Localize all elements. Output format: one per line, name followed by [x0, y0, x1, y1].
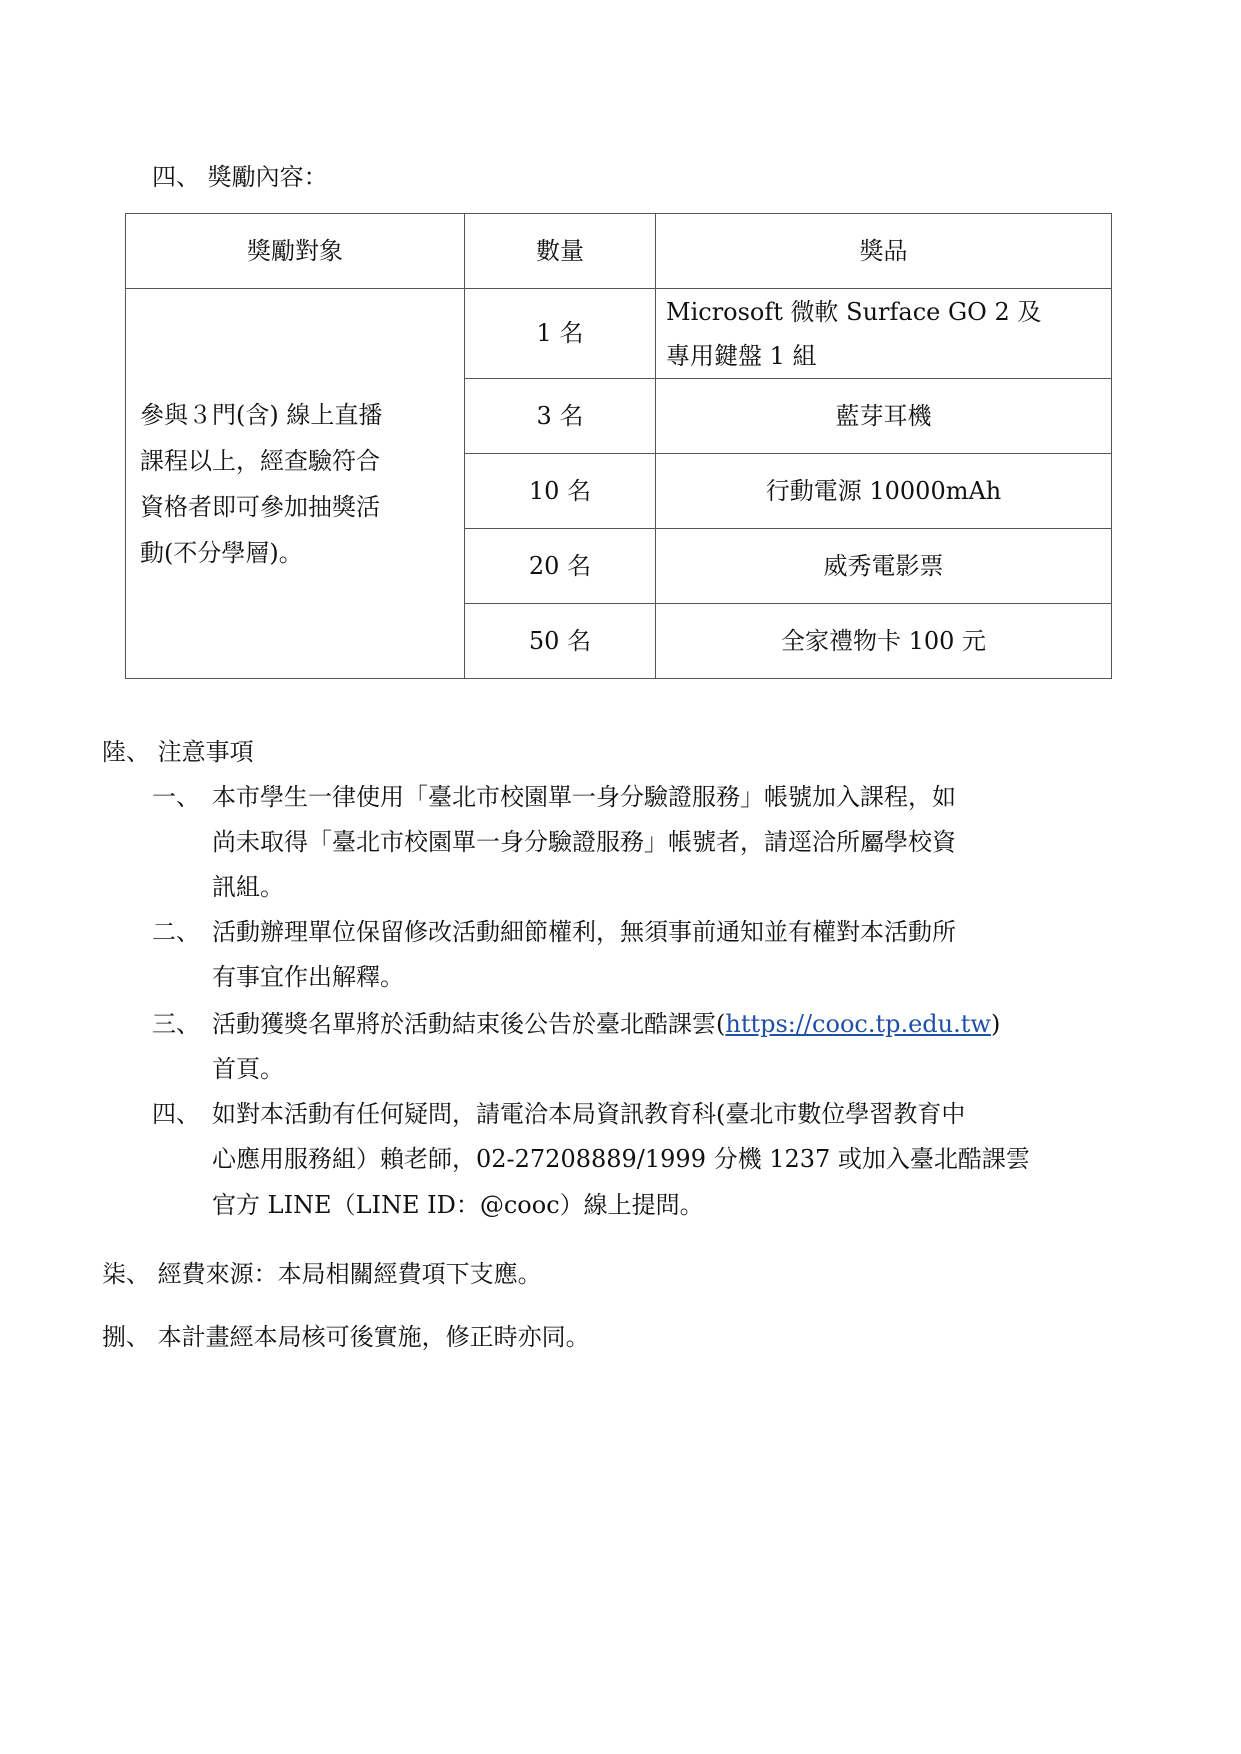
prize-table [125, 213, 1112, 679]
award-target-line: 動(不分學層)。 [140, 538, 303, 567]
award-target-cell [126, 289, 465, 679]
note-line: 如對本活動有任何疑問，請電洽本局資訊教育科(臺北市數位學習教育中 [212, 1100, 966, 1128]
quantity-cell: 20 名 [465, 529, 656, 604]
quantity-cell: 50 名 [465, 604, 656, 679]
prize-line: Microsoft 微軟 Surface GO 2 及 [666, 297, 1042, 326]
header-prize: 獎品 [656, 214, 1112, 289]
note-line: 本市學生一律使用「臺北市校園單一身分驗證服務」帳號加入課程，如 [212, 783, 956, 811]
notes-heading: 陸、 注意事項 [102, 738, 254, 766]
note-line: 訊組。 [212, 873, 284, 901]
prize-cell: 全家禮物卡 100 元 [656, 604, 1112, 679]
quantity-cell: 1 名 [465, 289, 656, 379]
award-target-line: 課程以上，經查驗符合 [140, 446, 380, 475]
quantity-cell: 10 名 [465, 454, 656, 529]
prize-line: 專用鍵盤 1 組 [666, 341, 817, 370]
cooc-link[interactable]: https://cooc.tp.edu.tw [725, 1010, 991, 1038]
note-text: ) [990, 1010, 1001, 1038]
note-line: 活動辦理單位保留修改活動細節權利，無須事前通知並有權對本活動所 [212, 918, 956, 946]
table-header-row [126, 214, 1112, 289]
header-target: 獎勵對象 [126, 214, 465, 289]
header-quantity: 數量 [465, 214, 656, 289]
quantity-cell: 3 名 [465, 379, 656, 454]
prize-cell: 威秀電影票 [656, 529, 1112, 604]
note-line: 有事宜作出解釋。 [212, 963, 404, 991]
note-text: 活動獲獎名單將於活動結束後公告於臺北酷課雲( [212, 1010, 726, 1038]
note-number: 一、 [152, 783, 200, 811]
award-target-line: 資格者即可參加抽獎活 [140, 492, 380, 521]
prize-cell [656, 289, 1112, 379]
prize-cell: 藍芽耳機 [656, 379, 1112, 454]
section4-title: 四、 獎勵內容： [152, 163, 328, 191]
note-line: 尚未取得「臺北市校園單一身分驗證服務」帳號者，請逕洽所屬學校資 [212, 828, 956, 856]
table-row [126, 289, 1112, 379]
note-line: 首頁。 [212, 1055, 284, 1083]
note-line: 官方 LINE（LINE ID：@cooc）線上提問。 [212, 1191, 704, 1219]
note-line [212, 1012, 1000, 1036]
note-number: 二、 [152, 918, 200, 946]
section8: 捌、 本計畫經本局核可後實施，修正時亦同。 [102, 1323, 590, 1351]
section7: 柒、 經費來源：本局相關經費項下支應。 [102, 1260, 542, 1288]
note-number: 三、 [152, 1010, 200, 1038]
prize-cell: 行動電源 10000mAh [656, 454, 1112, 529]
award-target-line: 參與３門(含) 線上直播 [140, 400, 383, 429]
note-line: 心應用服務組）賴老師，02-27208889/1999 分機 1237 或加入臺北酷課雲 [212, 1145, 1030, 1173]
note-number: 四、 [152, 1100, 200, 1128]
